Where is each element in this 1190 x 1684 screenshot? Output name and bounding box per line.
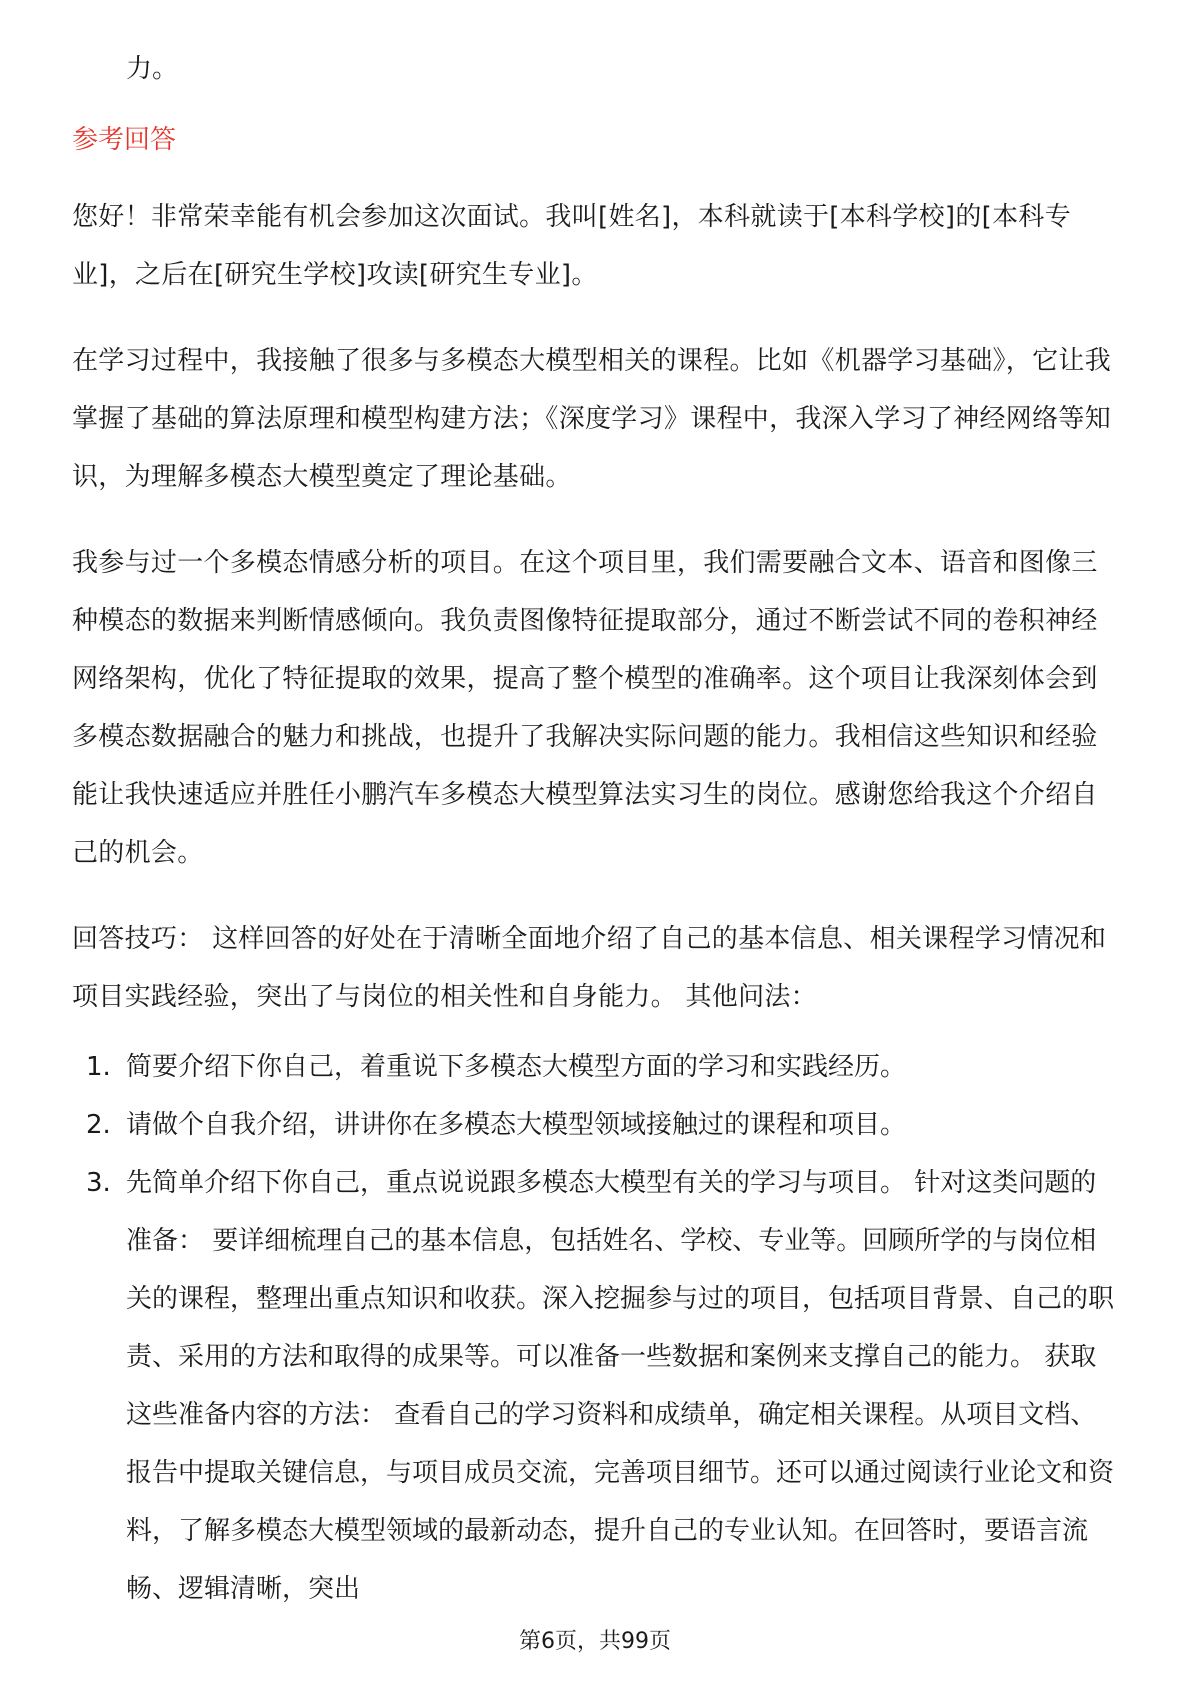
list-item-text: 简要介绍下你自己，着重说下多模态大模型方面的学习和实践经历。 xyxy=(126,1052,907,1082)
section-heading: 参考回答 xyxy=(72,125,177,155)
page-number-footer: 第6页，共99页 xyxy=(519,1629,671,1654)
tips-paragraph: 回答技巧： 这样回答的好处在于清晰全面地介绍了自己的基本信息、相关课程学习情况和项目实践经验，突出了与岗位的相关性和自身能力。 其他问法： xyxy=(72,924,1107,1012)
courses-paragraph: 在学习过程中，我接触了很多与多模态大模型相关的课程。比如《机器学习基础》，它让我掌握了基础的算法原理和模型构建方法；《深度学习》课程中，我深入学习了神经网络等知识，为理解多模态大模型奠定了理论基础。 xyxy=(72,346,1112,492)
list-item-number: 2. xyxy=(86,1110,111,1140)
alternative-questions-list xyxy=(72,1038,1122,1618)
list-item-text: 先简单介绍下你自己，重点说说跟多模态大模型有关的学习与项目。 针对这类问题的准备： 要详细梳理自己的基本信息，包括姓名、学校、专业等。回顾所学的与岗位相关的课程，整理出重点知识和收获。深入挖掘参与过的项目，包括项目背景、自己的职责、采用的方法和取得的成果等。可以准备一些数据和案例来支撑自己的能力。 获取这些准备内容的方法： 查看自己的学习资料和成绩单，确定相关课程。从项目文档、报告中提取关键信息，与项目成员交流，完善项目细节。还可以通过阅读行业论文和资料，了解多模态大模型领域的最新动态，提升自己的专业认知。在回答时，要语言流畅、逻辑清晰，突出 xyxy=(126,1168,1115,1604)
project-paragraph: 我参与过一个多模态情感分析的项目。在这个项目里，我们需要融合文本、语音和图像三种模态的数据来判断情感倾向。我负责图像特征提取部分，通过不断尝试不同的卷积神经网络架构，优化了特征提取的效果，提高了整个模型的准确率。这个项目让我深刻体会到多模态数据融合的魅力和挑战，也提升了我解决实际问题的能力。我相信这些知识和经验能让我快速适应并胜任小鹏汽车多模态大模型算法实习生的岗位。感谢您给我这个介绍自己的机会。 xyxy=(72,548,1098,868)
intro-paragraph: 您好！非常荣幸能有机会参加这次面试。我叫[姓名]，本科就读于[本科学校]的[本科专业]，之后在[研究生学校]攻读[研究生专业]。 xyxy=(72,202,1072,290)
document-page xyxy=(72,40,1122,1618)
list-item-text: 请做个自我介绍，讲讲你在多模态大模型领域接触过的课程和项目。 xyxy=(126,1110,907,1140)
list-item xyxy=(72,1154,1122,1618)
list-item xyxy=(72,1096,1122,1154)
list-item-number: 1. xyxy=(86,1052,111,1082)
list-item xyxy=(72,1038,1122,1096)
continuation-text: 力。 xyxy=(126,54,179,84)
list-item-number: 3. xyxy=(86,1168,111,1198)
